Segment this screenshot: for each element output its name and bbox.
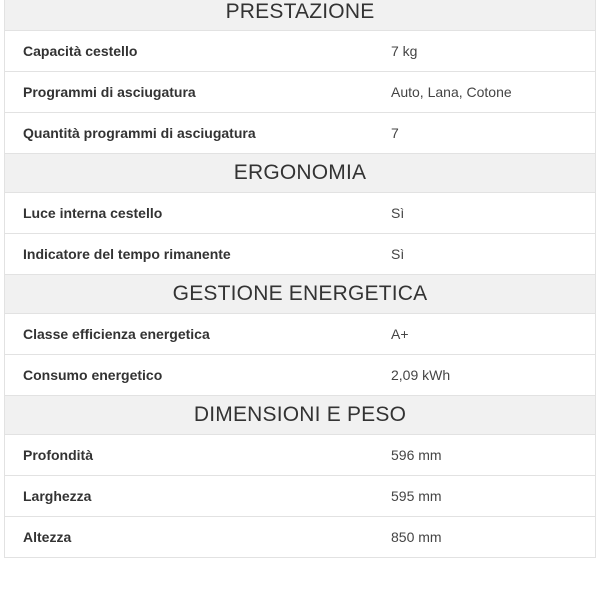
spec-label: Indicatore del tempo rimanente	[23, 246, 231, 262]
spec-row	[5, 314, 595, 355]
spec-value: 596 mm	[391, 447, 442, 463]
spec-value: 2,09 kWh	[391, 367, 451, 383]
spec-label: Larghezza	[23, 488, 92, 504]
spec-row	[5, 476, 595, 517]
spec-row	[5, 193, 595, 234]
spec-row	[5, 234, 595, 275]
spec-label: Profondità	[23, 447, 93, 463]
spec-label: Consumo energetico	[23, 367, 163, 383]
spec-label: Programmi di asciugatura	[23, 84, 196, 100]
spec-row	[5, 517, 595, 558]
spec-row	[5, 31, 595, 72]
spec-label: Altezza	[23, 529, 72, 545]
spec-row	[5, 435, 595, 476]
spec-label: Classe efficienza energetica	[23, 326, 210, 342]
section-header-gestione-energetica: GESTIONE ENERGETICA	[5, 275, 595, 314]
spec-value: 7 kg	[391, 43, 418, 59]
spec-label: Luce interna cestello	[23, 205, 163, 221]
spec-label: Quantità programmi di asciugatura	[23, 125, 256, 141]
spec-value: 850 mm	[391, 529, 442, 545]
spec-value: Sì	[391, 205, 405, 221]
spec-row	[5, 72, 595, 113]
spec-row	[5, 355, 595, 396]
section-header-dimensioni-e-peso: DIMENSIONI E PESO	[5, 396, 595, 435]
spec-value: 595 mm	[391, 488, 442, 504]
section-header-ergonomia: ERGONOMIA	[5, 154, 595, 193]
spec-row	[5, 113, 595, 154]
spec-value: Sì	[391, 246, 405, 262]
spec-table	[4, 0, 596, 558]
spec-value: 7	[391, 125, 399, 141]
spec-value: Auto, Lana, Cotone	[391, 84, 512, 100]
spec-label: Capacità cestello	[23, 43, 138, 59]
spec-value: A+	[391, 326, 409, 342]
section-header-prestazione: PRESTAZIONE	[5, 0, 595, 31]
